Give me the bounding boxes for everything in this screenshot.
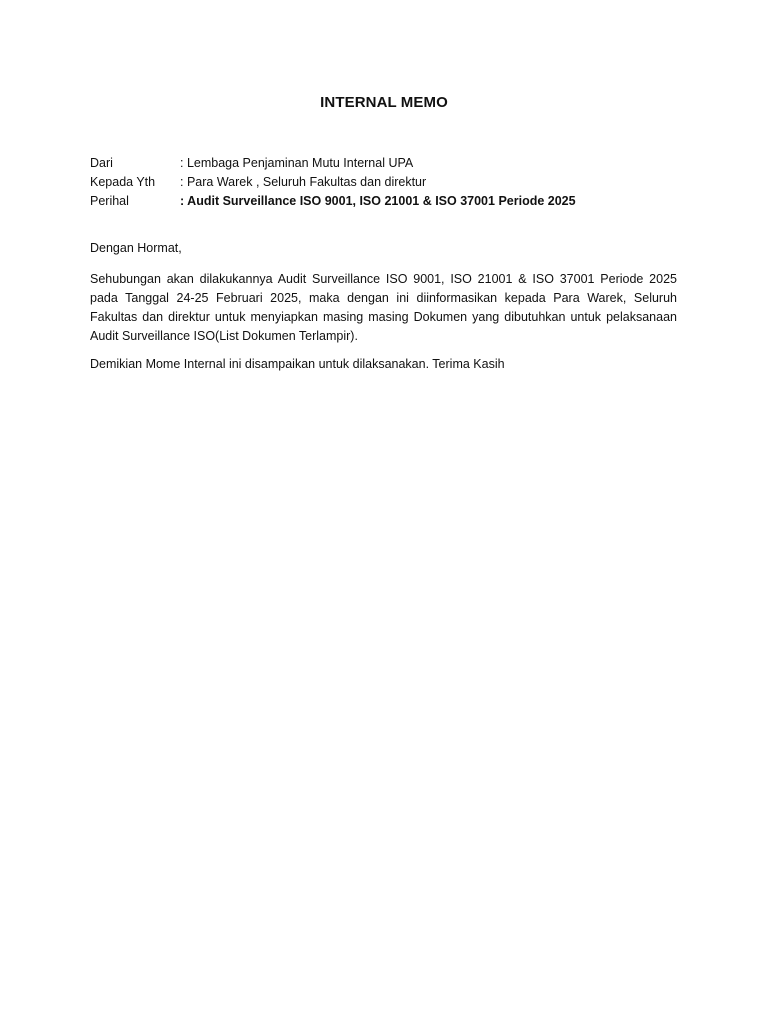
from-label: Dari [90, 156, 113, 170]
to-label: Kepada Yth [90, 175, 156, 189]
memo-title: INTERNAL MEMO [320, 94, 448, 111]
from-row [90, 156, 680, 175]
from-value: : Lembaga Penjaminan Mutu Internal UPA [180, 156, 414, 170]
subject-label: Perihal [90, 194, 129, 208]
memo-header-table [90, 156, 680, 213]
to-value: : Para Warek , Seluruh Fakultas dan direktur [180, 175, 427, 189]
subject-row [90, 194, 680, 213]
to-row [90, 175, 680, 194]
body-paragraph: Sehubungan akan dilakukannya Audit Surveillance ISO 9001, ISO 21001 & ISO 37001 Periode 2025 pada Tanggal 24-25 Februari 2025, maka dengan ini diinformasikan kepada Para Warek, Seluruh Fakultas dan direktur untuk menyiapkan masing masing Dokumen yang dibutuhkan untuk pelaksanaan Audit Surveillance ISO(List Dokumen Terlampir). [90, 272, 677, 343]
salutation: Dengan Hormat, [90, 241, 182, 255]
closing-paragraph: Demikian Mome Internal ini disampaikan untuk dilaksanakan. Terima Kasih [90, 357, 505, 371]
subject-value: : Audit Surveillance ISO 9001, ISO 21001 & ISO 37001 Periode 2025 [180, 194, 576, 208]
